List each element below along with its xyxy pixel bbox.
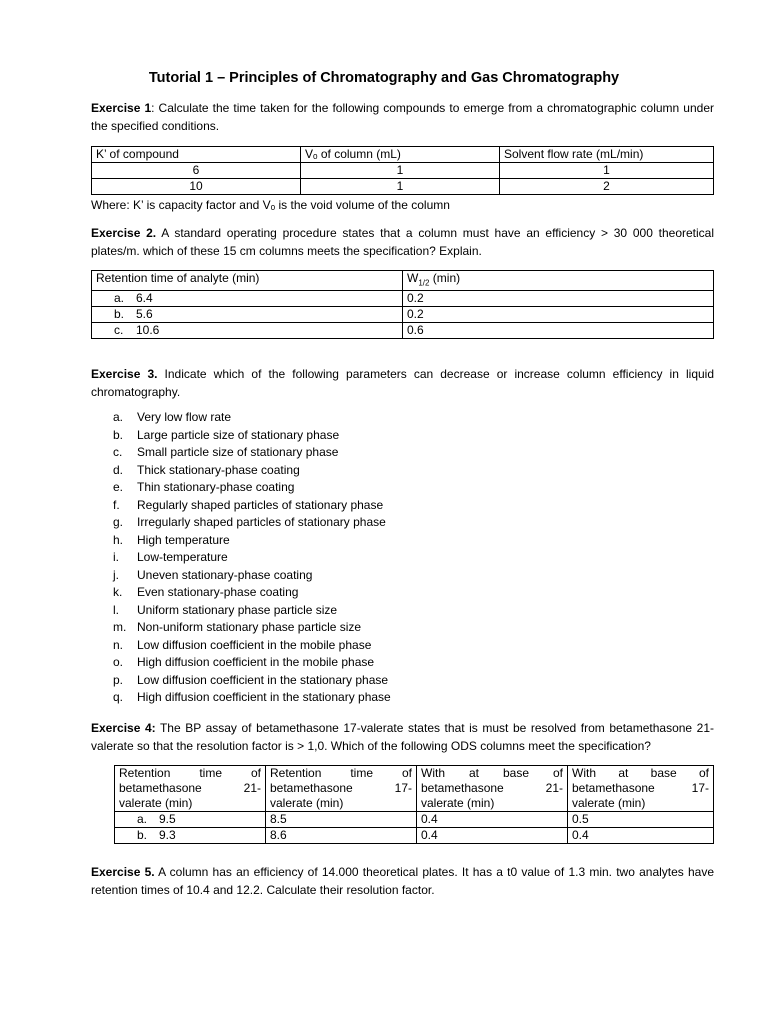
table-header-cell: Retention time of analyte (min) [92,271,403,291]
exercise-5-prompt [91,863,714,899]
table-cell: 0.2 [403,291,714,307]
option-letter: b. [137,828,148,842]
list-letter: i. [113,550,119,564]
list-text: Low diffusion coefficient in the mobile phase [137,637,372,652]
list-letter: e. [113,480,124,494]
list-text: Uneven stationary-phase coating [137,567,313,582]
table-cell: 0.4 [417,828,568,844]
list-item [113,427,391,445]
option-letter: a. [137,812,148,826]
table-cell [92,291,403,307]
cell-value: 9.3 [159,828,176,842]
table-cell [92,323,403,339]
list-letter: j. [113,567,119,582]
list-text: Low diffusion coefficient in the stationary phase [137,672,389,687]
table-cell [92,307,403,323]
list-text: Even stationary-phase coating [137,585,299,599]
exercise-3-text: Indicate which of the following parameters can decrease or increase column efficiency in liquid chromatography. [91,367,715,399]
exercise-3-prompt [91,365,714,401]
list-item [113,637,391,655]
list-letter: l. [113,602,119,617]
list-text: Thin stationary-phase coating [137,480,295,494]
list-text: High diffusion coefficient in the stationary phase [137,690,391,704]
exercise-2-text: A standard operating procedure states that a column must have an efficiency > 30 000 theoretical plates/m. which of these 15 cm columns meets the specification? Explain. [91,226,714,258]
list-letter: f. [113,497,120,512]
retention-time: 10.6 [136,323,160,338]
option-letter: b. [114,307,125,322]
list-item [113,479,391,497]
list-text: Very low flow rate [137,410,232,424]
list-letter: h. [113,532,124,547]
list-text: Non-uniform stationary phase particle size [137,620,362,634]
table-header-row [115,766,714,812]
table-row [92,323,714,339]
list-item [113,689,391,707]
list-item [113,444,391,462]
list-letter: p. [113,672,124,687]
exercise-4-prompt [91,719,714,755]
list-letter: c. [113,445,123,459]
table-header-cell: K’ of compound [92,147,301,163]
table-cell: 0.4 [568,828,714,844]
list-letter: a. [113,410,124,424]
exercise-2-label: Exercise 2. [91,226,157,240]
list-text: High diffusion coefficient in the mobile phase [137,655,375,669]
table-cell: 1 [301,179,500,195]
list-item [113,514,391,532]
table-header-cell: Vₒ of column (mL) [301,147,500,163]
table-cell: 0.5 [568,812,714,828]
table-cell: 10 [92,179,301,195]
exercise-5-label: Exercise 5. [91,865,155,879]
exercise-1-text: : Calculate the time taken for the following compounds to emerge from a chromatographic column under the specified conditions. [91,101,714,133]
list-letter: m. [113,620,127,634]
table-cell: 1 [500,163,714,179]
table-row [92,307,714,323]
list-text: Small particle size of stationary phase [137,445,339,459]
exercise-4-text: The BP assay of betamethasone 17-valerate states that is must be resolved from betamethasone 21-valerate so that the resolution factor is > 1,0. Which of the following ODS columns meet the specification? [91,721,714,753]
list-letter: k. [113,585,123,599]
table-header-row [92,271,714,291]
list-item [113,567,391,585]
list-letter: d. [113,462,124,477]
option-letter: a. [114,291,125,306]
table-header-cell: With at base of betamethasone 17-valerate (min) [568,766,714,812]
list-item [113,462,391,480]
exercise-1-note: Where: K’ is capacity factor and Vₒ is the void volume of the column [91,198,450,212]
list-item [113,497,391,515]
table-cell: 8.5 [266,812,417,828]
retention-time: 5.6 [136,307,153,322]
exercise-4-label: Exercise 4: [91,721,156,735]
list-letter: o. [113,655,124,669]
exercise-5-text: A column has an efficiency of 14.000 theoretical plates. It has a t0 value of 1.3 min. two analytes have retention times of 10.4 and 12.2. Calculate their resolution factor. [91,865,715,897]
list-item [113,409,391,427]
list-letter: b. [113,427,124,442]
list-item [113,619,391,637]
list-item [113,672,391,690]
list-text: Uniform stationary phase particle size [137,602,338,617]
retention-time: 6.4 [136,291,153,306]
table-header-row [92,147,714,163]
table-row [92,163,714,179]
list-item [113,602,391,620]
header-w-main: W [407,271,419,285]
table-cell: 6 [92,163,301,179]
table-cell [115,828,266,844]
page-title: Tutorial 1 – Principles of Chromatography and Gas Chromatography [148,70,620,86]
table-row [115,828,714,844]
list-text: Irregularly shaped particles of stationary phase [137,515,386,529]
table-cell: 0.4 [417,812,568,828]
table-cell: 8.6 [266,828,417,844]
list-item [113,584,391,602]
header-w-unit: (min) [429,271,461,285]
table-cell: 0.2 [403,307,714,323]
list-item [113,532,391,550]
table-cell: 2 [500,179,714,195]
table-cell: 0.6 [403,323,714,339]
option-letter: c. [114,323,124,338]
exercise-1-table [91,146,714,195]
table-row [92,291,714,307]
table-cell [115,812,266,828]
exercise-2-prompt [91,224,714,260]
list-letter: g. [113,515,124,529]
table-header-cell: Solvent flow rate (mL/min) [500,147,714,163]
list-text: Thick stationary-phase coating [137,462,300,477]
exercise-1-prompt [91,99,714,135]
list-letter: n. [113,637,124,652]
exercise-3-label: Exercise 3. [91,367,158,381]
table-header-cell: Retention time of betamethasone 21-valerate (min) [115,766,266,812]
table-row [115,812,714,828]
table-header-cell: With at base of betamethasone 21-valerate (min) [417,766,568,812]
exercise-2-table [91,270,714,339]
list-text: Low-temperature [137,550,228,564]
list-text: Regularly shaped particles of stationary phase [137,497,384,512]
table-row [92,179,714,195]
list-item [113,549,391,567]
exercise-4-table [114,765,714,844]
exercise-3-list [113,409,391,707]
exercise-1-label: Exercise 1 [91,101,152,115]
header-w-sub: 1/2 [418,278,430,288]
list-letter: q. [113,690,124,704]
list-text: High temperature [137,532,230,547]
list-text: Large particle size of stationary phase [137,427,340,442]
cell-value: 9.5 [159,812,176,826]
table-header-cell: Retention time of betamethasone 17-valerate (min) [266,766,417,812]
list-item [113,654,391,672]
table-cell: 1 [301,163,500,179]
table-header-cell [403,271,714,291]
